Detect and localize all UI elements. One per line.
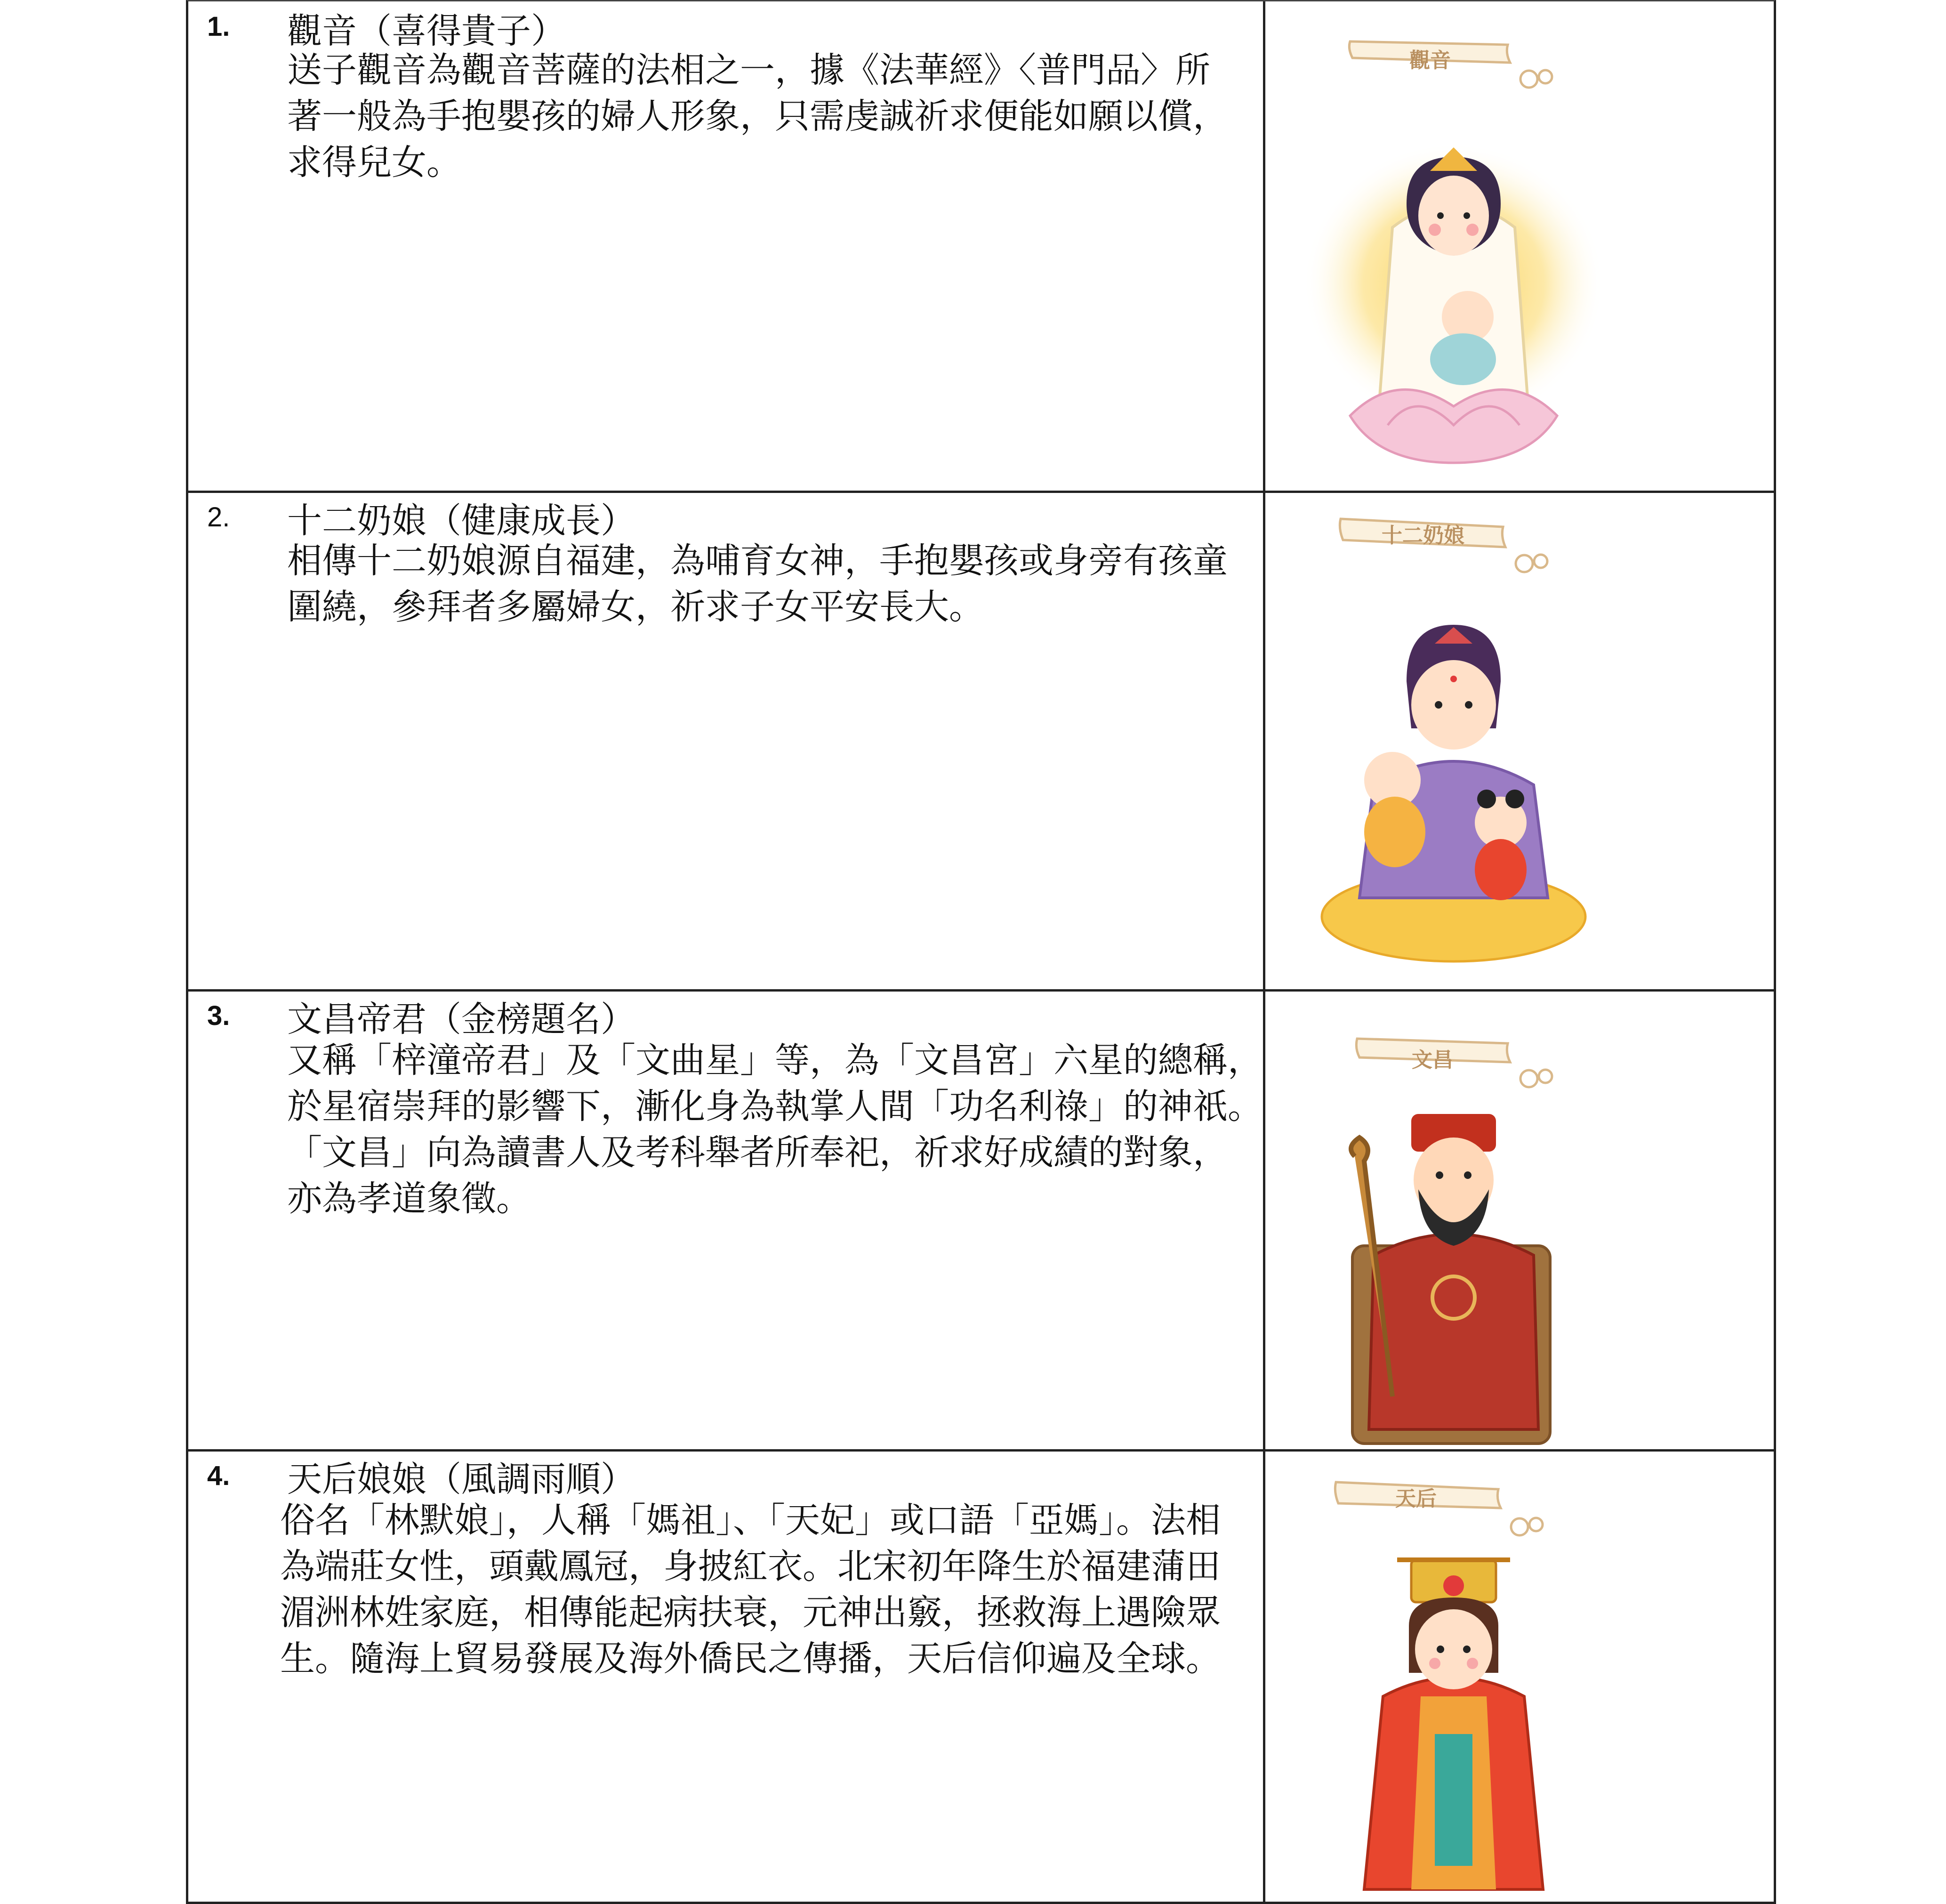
banner-label: 天后 — [1395, 1487, 1437, 1511]
table-row — [186, 1452, 1776, 1904]
description-line: 圍繞，參拜者多屬婦女，祈求子女平安長大。 — [287, 587, 984, 627]
twelve-nursing-mothers-illustration — [1265, 493, 1776, 989]
description-line: 「文昌」向為讀書人及考科舉者所奉祀，祈求好成績的對象， — [287, 1132, 1228, 1173]
banner-scroll-icon — [1356, 1039, 1552, 1087]
entry-number: 1. — [207, 11, 230, 42]
entry-title: 觀音（喜得貴子） — [287, 11, 566, 51]
deities-table — [186, 0, 1776, 1904]
banner-scroll-icon — [1340, 519, 1547, 572]
description-line: 湄洲林姓家庭，相傳能起病扶衰，元神出竅，拯救海上遇險眾 — [280, 1592, 1221, 1633]
entry-number: 2. — [207, 502, 230, 532]
table-row — [186, 493, 1776, 992]
table-row — [186, 0, 1776, 493]
banner-label: 觀音 — [1409, 48, 1451, 73]
entry-title: 文昌帝君（金榜題名） — [287, 999, 635, 1040]
banner-scroll-icon — [1349, 41, 1552, 88]
wenchang-illustration — [1265, 992, 1776, 1449]
description-line: 又稱「梓潼帝君」及「文曲星」等，為「文昌宮」六星的總稱， — [287, 1040, 1262, 1081]
banner-label: 文昌 — [1412, 1048, 1453, 1072]
description-line: 著一般為手抱嬰孩的婦人形象，只需虔誠祈求便能如願以償， — [287, 96, 1228, 137]
entry-number: 3. — [207, 1000, 230, 1031]
description-line: 俗名「林默娘」，人稱「媽祖」、「天妃」或口語「亞媽」。法相 — [280, 1500, 1221, 1541]
guanyin-illustration — [1265, 1, 1776, 491]
entry-description — [287, 1037, 1262, 1222]
tianhou-illustration — [1265, 1452, 1776, 1902]
description-line: 生。隨海上貿易發展及海外僑民之傳播，天后信仰遍及全球。 — [280, 1638, 1221, 1679]
banner-label: 十二奶娘 — [1382, 524, 1464, 548]
entry-description — [287, 538, 1257, 630]
description-line: 相傳十二奶娘源自福建，為哺育女神，手抱嬰孩或身旁有孩童 — [287, 541, 1228, 581]
entry-description — [287, 47, 1257, 186]
entry-title: 天后娘娘（風調雨順） — [287, 1459, 635, 1500]
description-line: 為端莊女性，頭戴鳳冠，身披紅衣。北宋初年降生於福建蒲田 — [280, 1546, 1221, 1587]
banner-scroll-icon — [1335, 1482, 1543, 1535]
entry-title: 十二奶娘（健康成長） — [287, 500, 635, 541]
entry-number: 4. — [207, 1460, 230, 1491]
table-row — [186, 992, 1776, 1452]
description-line: 於星宿崇拜的影響下，漸化身為執掌人間「功名利祿」的神祇。 — [287, 1086, 1262, 1127]
description-line: 亦為孝道象徵。 — [287, 1178, 531, 1219]
entry-description — [280, 1497, 1250, 1682]
description-line: 送子觀音為觀音菩薩的法相之一，據《法華經》〈普門品〉所 — [287, 50, 1210, 90]
description-line: 求得兒女。 — [287, 142, 461, 183]
